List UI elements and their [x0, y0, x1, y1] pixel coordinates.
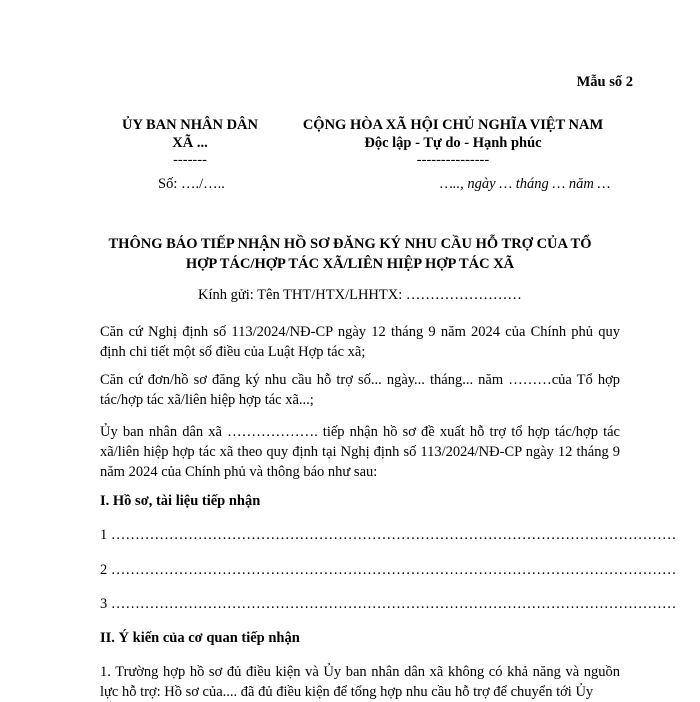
document-title-line2: HỢP TÁC/HỢP TÁC XÃ/LIÊN HIỆP HỢP TÁC XÃ — [185, 256, 515, 272]
national-separator: --------------- — [416, 152, 490, 168]
document-number: Số: …./….. — [158, 176, 225, 192]
document-date: ….., ngày … tháng … năm … — [440, 176, 611, 192]
national-title: CỘNG HÒA XÃ HỘI CHỦ NGHĨA VIỆT NAM — [302, 117, 604, 133]
received-item-1: 1 ……………………………………………………………………………………………………… — [100, 527, 677, 543]
issuer-separator: ------- — [173, 152, 207, 168]
issuer-name: ỦY BAN NHÂN DÂN — [121, 117, 258, 133]
legal-basis-paragraph: Căn cứ Nghị định số 113/2024/NĐ-CP ngày 12 tháng 9 năm 2024 của Chính phủ quy định chi tiết một số điều của Luật Hợp tác xã; — [100, 324, 620, 360]
document-title — [70, 234, 630, 274]
notification-paragraph: Ủy ban nhân dân xã ………………. tiếp nhận hồ sơ đề xuất hỗ trợ tổ hợp tác/hợp tác xã/liên hiệp hợp tác xã theo quy định tại Nghị định số 113/2024/NĐ-CP ngày 12 tháng 9 năm 2024 của Chính phủ và thông báo như sau: — [100, 424, 620, 480]
form-number: Mẫu số 2 — [576, 74, 633, 90]
section1-heading: I. Hồ sơ, tài liệu tiếp nhận — [100, 493, 261, 509]
national-block — [283, 116, 623, 168]
section2-paragraph: 1. Trường hợp hồ sơ đủ điều kiện và Ủy ban nhân dân xã không có khả năng và nguồn lực hỗ trợ: Hồ sơ của.... đã đủ điều kiện để tổng hợp nhu cầu hỗ trợ để chuyển tới Ủy — [100, 664, 620, 700]
received-item-3: 3 ……………………………………………………………………………………………………… — [100, 596, 677, 612]
section2-heading: II. Ý kiến của cơ quan tiếp nhận — [100, 630, 300, 646]
national-motto: Độc lập - Tự do - Hạnh phúc — [364, 135, 542, 151]
issuer-commune: XÃ ... — [172, 135, 208, 151]
received-item-2: 2 ……………………………………………………………………………………………………… — [100, 562, 677, 578]
application-basis-paragraph: Căn cứ đơn/hồ sơ đăng ký nhu cầu hỗ trợ số... ngày... tháng... năm ………của Tổ hợp tác/hợp tác xã/liên hiệp hợp tác xã...; — [100, 372, 620, 408]
issuer-block — [105, 116, 275, 168]
recipient-line: Kính gửi: Tên THT/HTX/LHHTX: …………………… — [198, 287, 522, 303]
document-title-line1: THÔNG BÁO TIẾP NHẬN HỒ SƠ ĐĂNG KÝ NHU CẦU HỖ TRỢ CỦA TỔ — [108, 236, 592, 252]
